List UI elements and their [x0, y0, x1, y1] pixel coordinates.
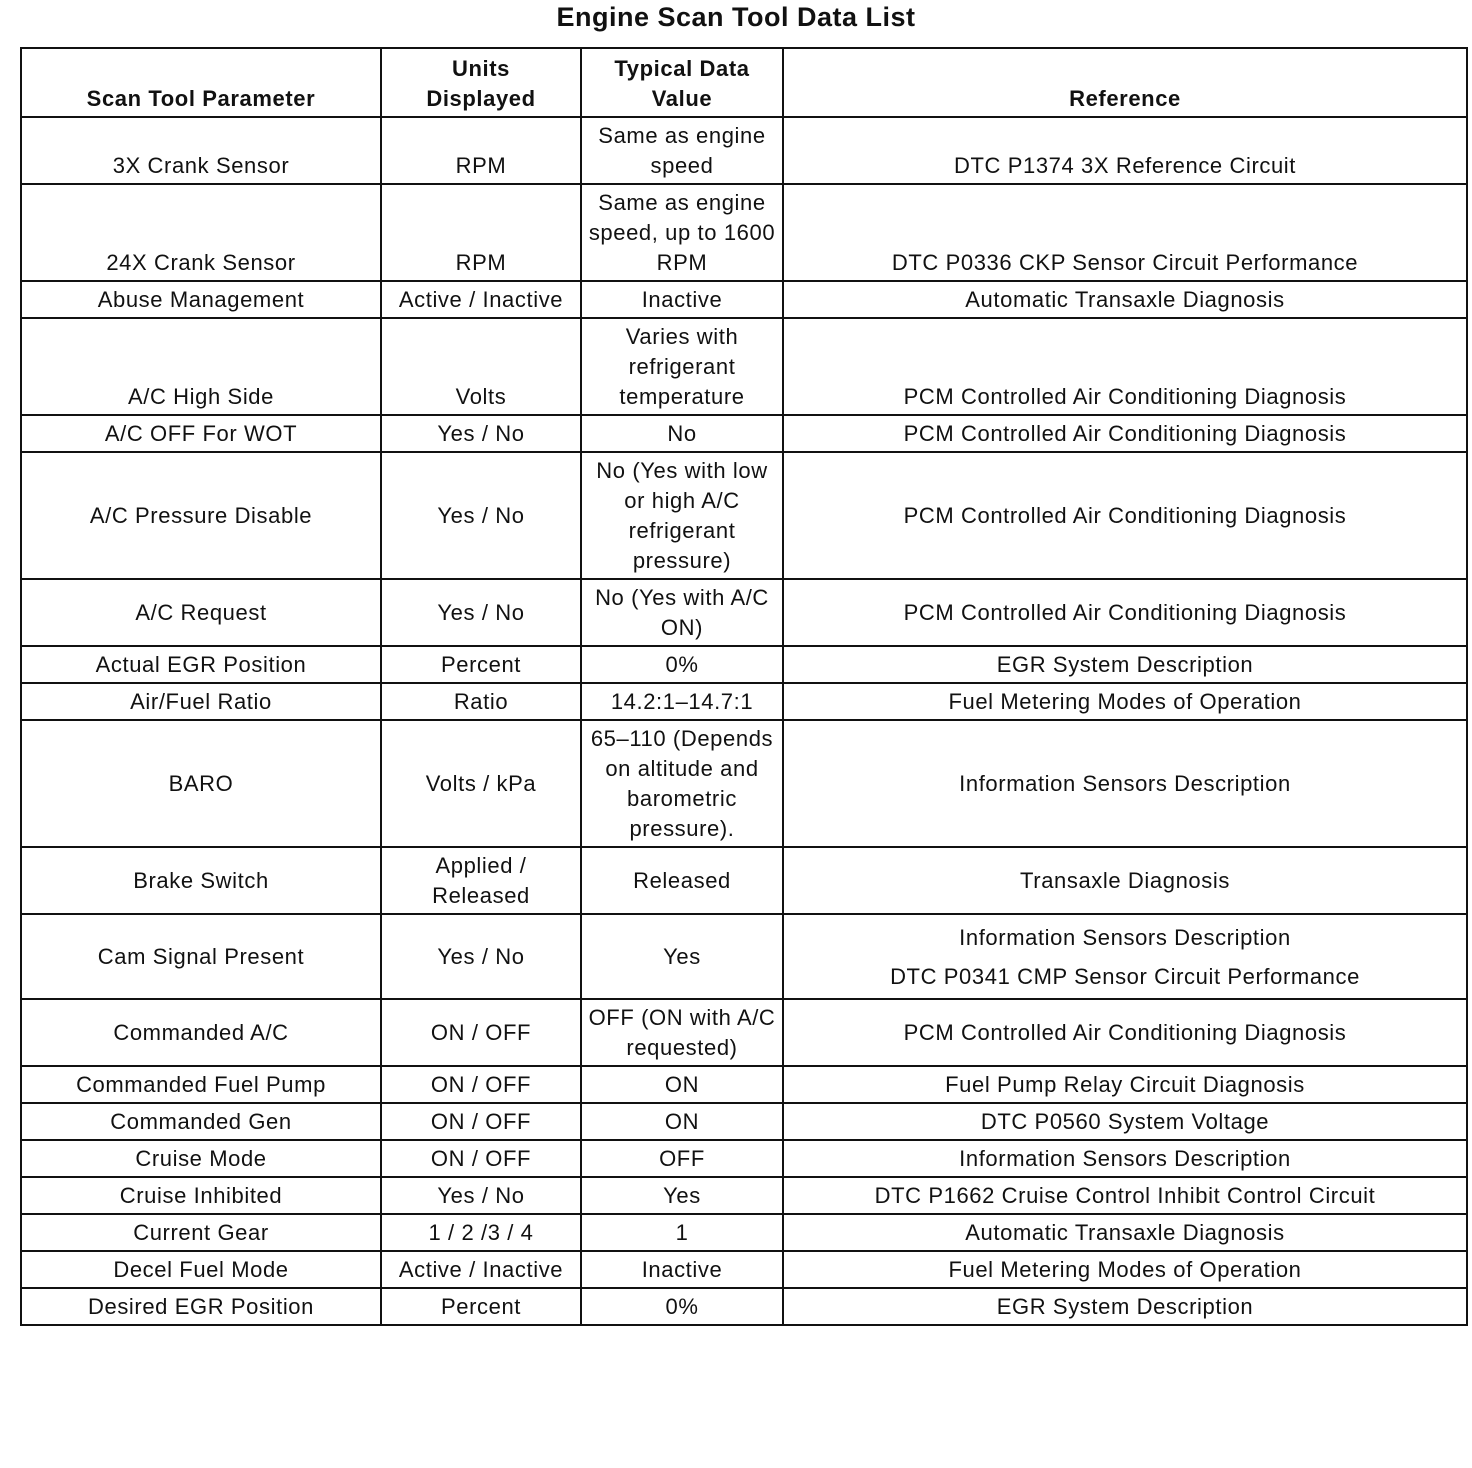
parameter-cell: Abuse Management	[21, 281, 381, 318]
typical-value-cell: Inactive	[581, 281, 783, 318]
table-row	[21, 683, 1467, 720]
typical-value-cell: Varies with refrigerant temperature	[581, 318, 783, 415]
table-row	[21, 318, 1467, 415]
reference-cell: PCM Controlled Air Conditioning Diagnosis	[783, 415, 1467, 452]
parameter-cell: A/C High Side	[21, 318, 381, 415]
units-cell: Ratio	[381, 683, 581, 720]
units-cell: Yes / No	[381, 415, 581, 452]
reference-cell: EGR System Description	[783, 1288, 1467, 1325]
units-cell: Percent	[381, 646, 581, 683]
typical-value-cell: Released	[581, 847, 783, 914]
reference-cell: Information Sensors Description	[783, 1140, 1467, 1177]
header-typical-line2: Value	[651, 86, 713, 111]
page-title: Engine Scan Tool Data List	[556, 2, 916, 32]
units-cell: Volts	[381, 318, 581, 415]
table-row	[21, 415, 1467, 452]
header-units-line1: Units	[452, 56, 510, 81]
typical-value-cell: OFF (ON with A/C requested)	[581, 999, 783, 1066]
header-units-displayed	[381, 48, 581, 117]
typical-value-cell: ON	[581, 1103, 783, 1140]
reference-cell: DTC P1374 3X Reference Circuit	[783, 117, 1467, 184]
parameter-cell: Current Gear	[21, 1214, 381, 1251]
parameter-cell: Cruise Inhibited	[21, 1177, 381, 1214]
units-cell: Yes / No	[381, 452, 581, 579]
parameter-cell: Decel Fuel Mode	[21, 1251, 381, 1288]
reference-cell: Transaxle Diagnosis	[783, 847, 1467, 914]
reference-cell	[783, 914, 1467, 999]
parameter-cell: 3X Crank Sensor	[21, 117, 381, 184]
table-row	[21, 646, 1467, 683]
table-row	[21, 117, 1467, 184]
reference-cell: Fuel Pump Relay Circuit Diagnosis	[783, 1066, 1467, 1103]
units-cell: ON / OFF	[381, 999, 581, 1066]
units-cell: Active / Inactive	[381, 1251, 581, 1288]
units-cell: Active / Inactive	[381, 281, 581, 318]
reference-cell: DTC P0336 CKP Sensor Circuit Performance	[783, 184, 1467, 281]
table-row	[21, 1214, 1467, 1251]
table-row	[21, 1103, 1467, 1140]
parameter-cell: Actual EGR Position	[21, 646, 381, 683]
table-row	[21, 720, 1467, 847]
typical-value-cell: Yes	[581, 1177, 783, 1214]
reference-cell: Information Sensors Description	[783, 720, 1467, 847]
units-cell: ON / OFF	[381, 1140, 581, 1177]
parameter-cell: Cam Signal Present	[21, 914, 381, 999]
units-cell: ON / OFF	[381, 1103, 581, 1140]
reference-cell: Automatic Transaxle Diagnosis	[783, 1214, 1467, 1251]
units-cell: Yes / No	[381, 579, 581, 646]
header-row	[21, 48, 1467, 117]
parameter-cell: Cruise Mode	[21, 1140, 381, 1177]
parameter-cell: BARO	[21, 720, 381, 847]
parameter-cell: A/C Request	[21, 579, 381, 646]
units-cell: Yes / No	[381, 1177, 581, 1214]
parameter-cell: Commanded Gen	[21, 1103, 381, 1140]
typical-value-cell: ON	[581, 1066, 783, 1103]
units-cell: Percent	[381, 1288, 581, 1325]
reference-cell: DTC P0560 System Voltage	[783, 1103, 1467, 1140]
typical-value-cell: 0%	[581, 1288, 783, 1325]
table-row	[21, 184, 1467, 281]
units-cell: Applied / Released	[381, 847, 581, 914]
typical-value-cell: Inactive	[581, 1251, 783, 1288]
reference-cell: Automatic Transaxle Diagnosis	[783, 281, 1467, 318]
header-reference: Reference	[783, 48, 1467, 117]
table-row	[21, 1288, 1467, 1325]
units-cell: 1 / 2 /3 / 4	[381, 1214, 581, 1251]
reference-cell: PCM Controlled Air Conditioning Diagnosis	[783, 318, 1467, 415]
table-row	[21, 579, 1467, 646]
header-units-line2: Displayed	[426, 86, 536, 111]
reference-line: DTC P0341 CMP Sensor Circuit Performance	[890, 964, 1360, 989]
table-row	[21, 999, 1467, 1066]
parameter-cell: A/C Pressure Disable	[21, 452, 381, 579]
reference-cell: EGR System Description	[783, 646, 1467, 683]
parameter-cell: Commanded Fuel Pump	[21, 1066, 381, 1103]
table-row	[21, 1066, 1467, 1103]
parameter-cell: Commanded A/C	[21, 999, 381, 1066]
units-cell: Volts / kPa	[381, 720, 581, 847]
scan-tool-data-table	[20, 47, 1468, 1326]
table-row	[21, 281, 1467, 318]
reference-cell: Fuel Metering Modes of Operation	[783, 683, 1467, 720]
parameter-cell: A/C OFF For WOT	[21, 415, 381, 452]
typical-value-cell: Yes	[581, 914, 783, 999]
typical-value-cell: 65–110 (Depends on altitude and barometric pressure).	[581, 720, 783, 847]
header-typical-data-value	[581, 48, 783, 117]
units-cell: RPM	[381, 117, 581, 184]
table-row	[21, 1140, 1467, 1177]
parameter-cell: 24X Crank Sensor	[21, 184, 381, 281]
reference-cell: PCM Controlled Air Conditioning Diagnosis	[783, 579, 1467, 646]
parameter-cell: Brake Switch	[21, 847, 381, 914]
reference-line: Information Sensors Description	[959, 925, 1291, 950]
table-row	[21, 452, 1467, 579]
reference-cell: PCM Controlled Air Conditioning Diagnosis	[783, 452, 1467, 579]
parameter-cell: Desired EGR Position	[21, 1288, 381, 1325]
typical-value-cell: No (Yes with A/C ON)	[581, 579, 783, 646]
reference-cell: Fuel Metering Modes of Operation	[783, 1251, 1467, 1288]
typical-value-cell: OFF	[581, 1140, 783, 1177]
table-row	[21, 1251, 1467, 1288]
parameter-cell: Air/Fuel Ratio	[21, 683, 381, 720]
typical-value-cell: Same as engine speed	[581, 117, 783, 184]
units-cell: ON / OFF	[381, 1066, 581, 1103]
reference-cell: DTC P1662 Cruise Control Inhibit Control Circuit	[783, 1177, 1467, 1214]
header-typical-line1: Typical Data	[614, 56, 750, 81]
typical-value-cell: No	[581, 415, 783, 452]
table-row	[21, 847, 1467, 914]
units-cell: Yes / No	[381, 914, 581, 999]
header-scan-tool-parameter: Scan Tool Parameter	[21, 48, 381, 117]
typical-value-cell: 1	[581, 1214, 783, 1251]
reference-cell: PCM Controlled Air Conditioning Diagnosis	[783, 999, 1467, 1066]
typical-value-cell: No (Yes with low or high A/C refrigerant pressure)	[581, 452, 783, 579]
typical-value-cell: Same as engine speed, up to 1600 RPM	[581, 184, 783, 281]
typical-value-cell: 14.2:1–14.7:1	[581, 683, 783, 720]
typical-value-cell: 0%	[581, 646, 783, 683]
table-row	[21, 1177, 1467, 1214]
units-cell: RPM	[381, 184, 581, 281]
table-row	[21, 914, 1467, 999]
